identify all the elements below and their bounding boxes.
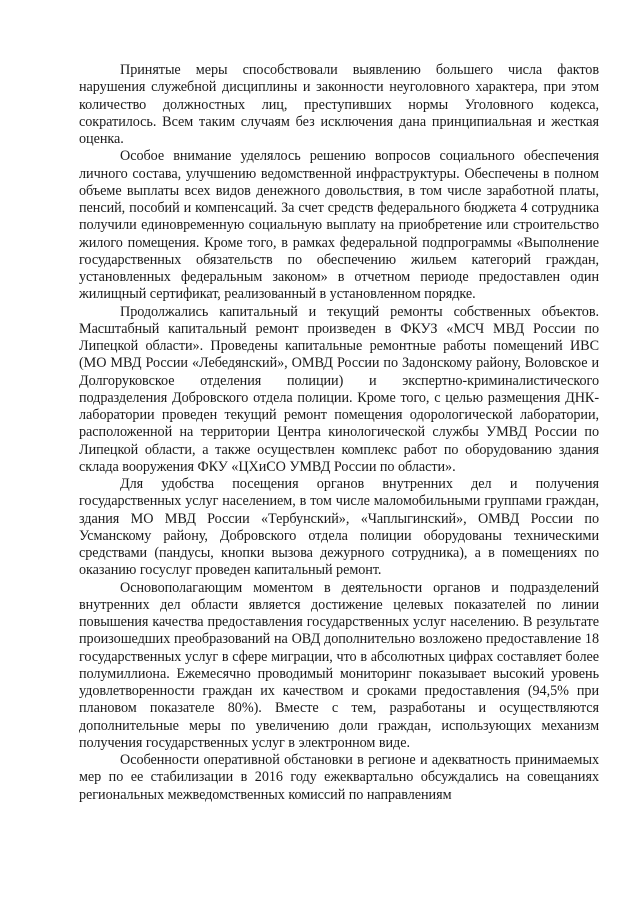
paragraph-5: Основополагающим моментом в деятельности органов и подразделений внутренних дел области является достижение целевых показателей по линии повышения качества предоставления государственных услуг населению. В результате произошедших преобразований на ОВД дополнительно возложено предоставление 18 государственных услуг в сфере миграции, что в абсолютных цифрах составляет более полумиллиона. Ежемесячно проводимый мониторинг показывает высокий уровень удовлетворенности граждан их качеством и сроками предоставления (94,5% при плановом показателе 80%). Вместе с тем, разработаны и осуществляются дополнительные меры по увеличению доли граждан, использующих механизм получения государственных услуг в электронном виде.	[79, 579, 599, 751]
paragraph-2: Особое внимание уделялось решению вопросов социального обеспечения личного состава, улучшению ведомственной инфраструктуры. Обеспечены в полном объеме выплаты всех видов денежного довольствия, в том числе заработной платы, пенсий, пособий и компенсаций. За счет средств федерального бюджета 4 сотрудника получили единовременную социальную выплату на приобретение или строительство жилого помещения. Кроме того, в рамках федеральной подпрограммы «Выполнение государственных обязательств по обеспечению жильем категорий граждан, установленных федеральным законом» в отчетном периоде предоставлен один жилищный сертификат, реализованный в установленном порядке.	[79, 148, 599, 303]
paragraph-3: Продолжались капитальный и текущий ремонты собственных объектов. Масштабный капитальный ремонт произведен в ФКУЗ «МСЧ МВД России по Липецкой области». Проведены капитальные ремонтные работы помещений ИВС (МО МВД России «Лебедянский», ОМВД России по Задонскому району, Воловское и Долгоруковское отделения полиции) и экспертно-криминалистического подразделения Добровского отдела полиции. Кроме того, с целью размещения ДНК-лаборатории проведен текущий ремонт помещения одорологической лаборатории, расположенной на территории Центра кинологической службы УМВД России по Липецкой области, а также осуществлен комплекс работ по оборудованию здания склада вооружения ФКУ «ЦХиСО УМВД России по области».	[79, 303, 599, 475]
paragraph-1: Принятые меры способствовали выявлению большего числа фактов нарушения служебной дисциплины и законности неуголовного характера, при этом количество должностных лиц, преступивших нормы Уголовного кодекса, сократилось. Всем таким случаям без исключения дана принципиальная и жесткая оценка.	[79, 62, 599, 147]
paragraph-6: Особенности оперативной обстановки в регионе и адекватность принимаемых мер по ее стабилизации в 2016 году ежеквартально обсуждались на совещаниях региональных межведомственных комиссий по направлениям	[79, 752, 599, 803]
document-page	[79, 62, 599, 804]
paragraph-4: Для удобства посещения органов внутренних дел и получения государственных услуг населением, в том числе маломобильными группами граждан, здания МО МВД России «Тербунский», «Чаплыгинский», ОМВД России по Усманскому району, Добровского отдела полиции оборудованы техническими средствами (пандусы, кнопки вызова дежурного сотрудника), а в помещениях по оказанию госуслуг проведен капитальный ремонт.	[79, 476, 599, 579]
